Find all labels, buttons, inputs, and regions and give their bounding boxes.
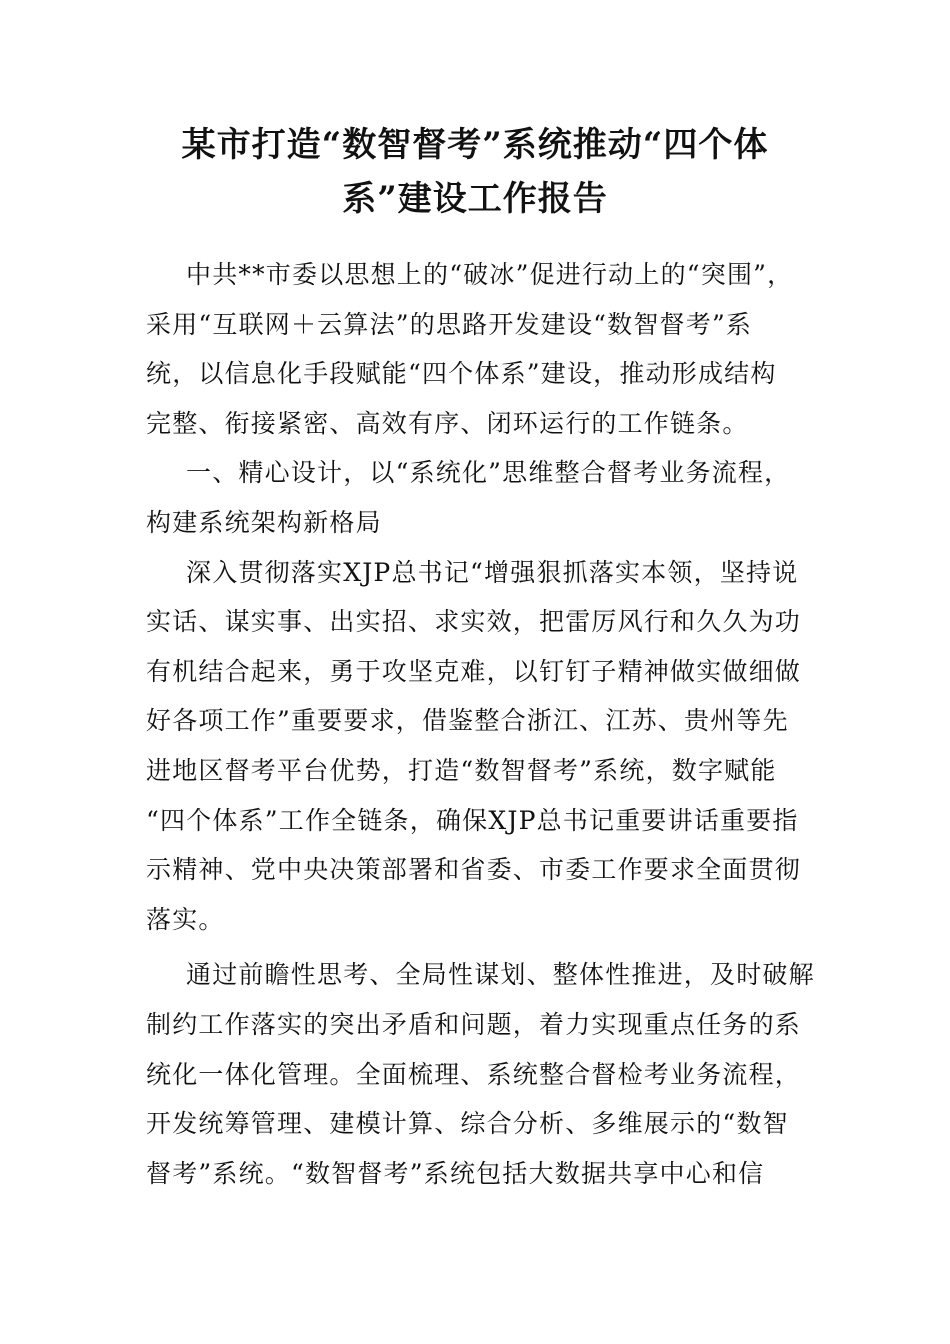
text-line: 开发统筹管理、建模计算、综合分析、多维展示的“数智 bbox=[146, 1109, 789, 1139]
title-line: 某市打造“数智督考”系统推动“四个体 bbox=[181, 125, 769, 165]
text-line: 有机结合起来，勇于攻坚克难，以钉钉子精神做实做细做 bbox=[146, 656, 802, 686]
text-line: 实话、谋实事、出实招、求实效，把雷厉风行和久久为功 bbox=[146, 607, 802, 637]
text-line: 落实。 bbox=[146, 904, 225, 934]
text-line: 采用“互联网＋云算法”的思路开发建设“数智督考”系 bbox=[146, 309, 753, 339]
title-line: 系”建设工作报告 bbox=[342, 179, 608, 219]
text-line: 示精神、党中央决策部署和省委、市委工作要求全面贯彻 bbox=[146, 855, 802, 885]
text-line: 完整、衔接紧密、高效有序、闭环运行的工作链条。 bbox=[146, 408, 749, 438]
text-line: 好各项工作”重要要求，借鉴整合浙江、江苏、贵州等先 bbox=[146, 706, 789, 736]
text-line: 一、精心设计，以“系统化”思维整合督考业务流程， bbox=[186, 458, 791, 488]
text-line: 构建系统架构新格局 bbox=[146, 507, 382, 537]
text-line: 中共**市委以思想上的“破冰”促进行动上的“突围”， bbox=[186, 260, 794, 289]
text-line: 统化一体化管理。全面梳理、系统整合督检考业务流程， bbox=[146, 1059, 802, 1089]
text-line: 进地区督考平台优势，打造“数智督考”系统，数字赋能 bbox=[146, 755, 777, 785]
text-line: “四个体系”工作全链条，确保XJP总书记重要讲话重要指 bbox=[146, 805, 799, 835]
text-line: 督考”系统。“数智督考”系统包括大数据共享中心和信 bbox=[146, 1158, 765, 1188]
text-line: 统，以信息化手段赋能“四个体系”建设，推动形成结构 bbox=[146, 359, 777, 389]
text-line: 制约工作落实的突出矛盾和问题，着力实现重点任务的系 bbox=[146, 1009, 802, 1039]
document-title bbox=[130, 118, 820, 226]
text-line: 通过前瞻性思考、全局性谋划、整体性推进，及时破解 bbox=[186, 960, 815, 990]
section-heading bbox=[146, 448, 814, 547]
paragraph-directive bbox=[146, 548, 814, 945]
text-line: 深入贯彻落实XJP总书记“增强狠抓落实本领，坚持说 bbox=[186, 557, 799, 587]
paragraph-intro bbox=[146, 250, 814, 448]
paragraph-system bbox=[146, 950, 814, 1198]
document-body bbox=[146, 250, 814, 1198]
